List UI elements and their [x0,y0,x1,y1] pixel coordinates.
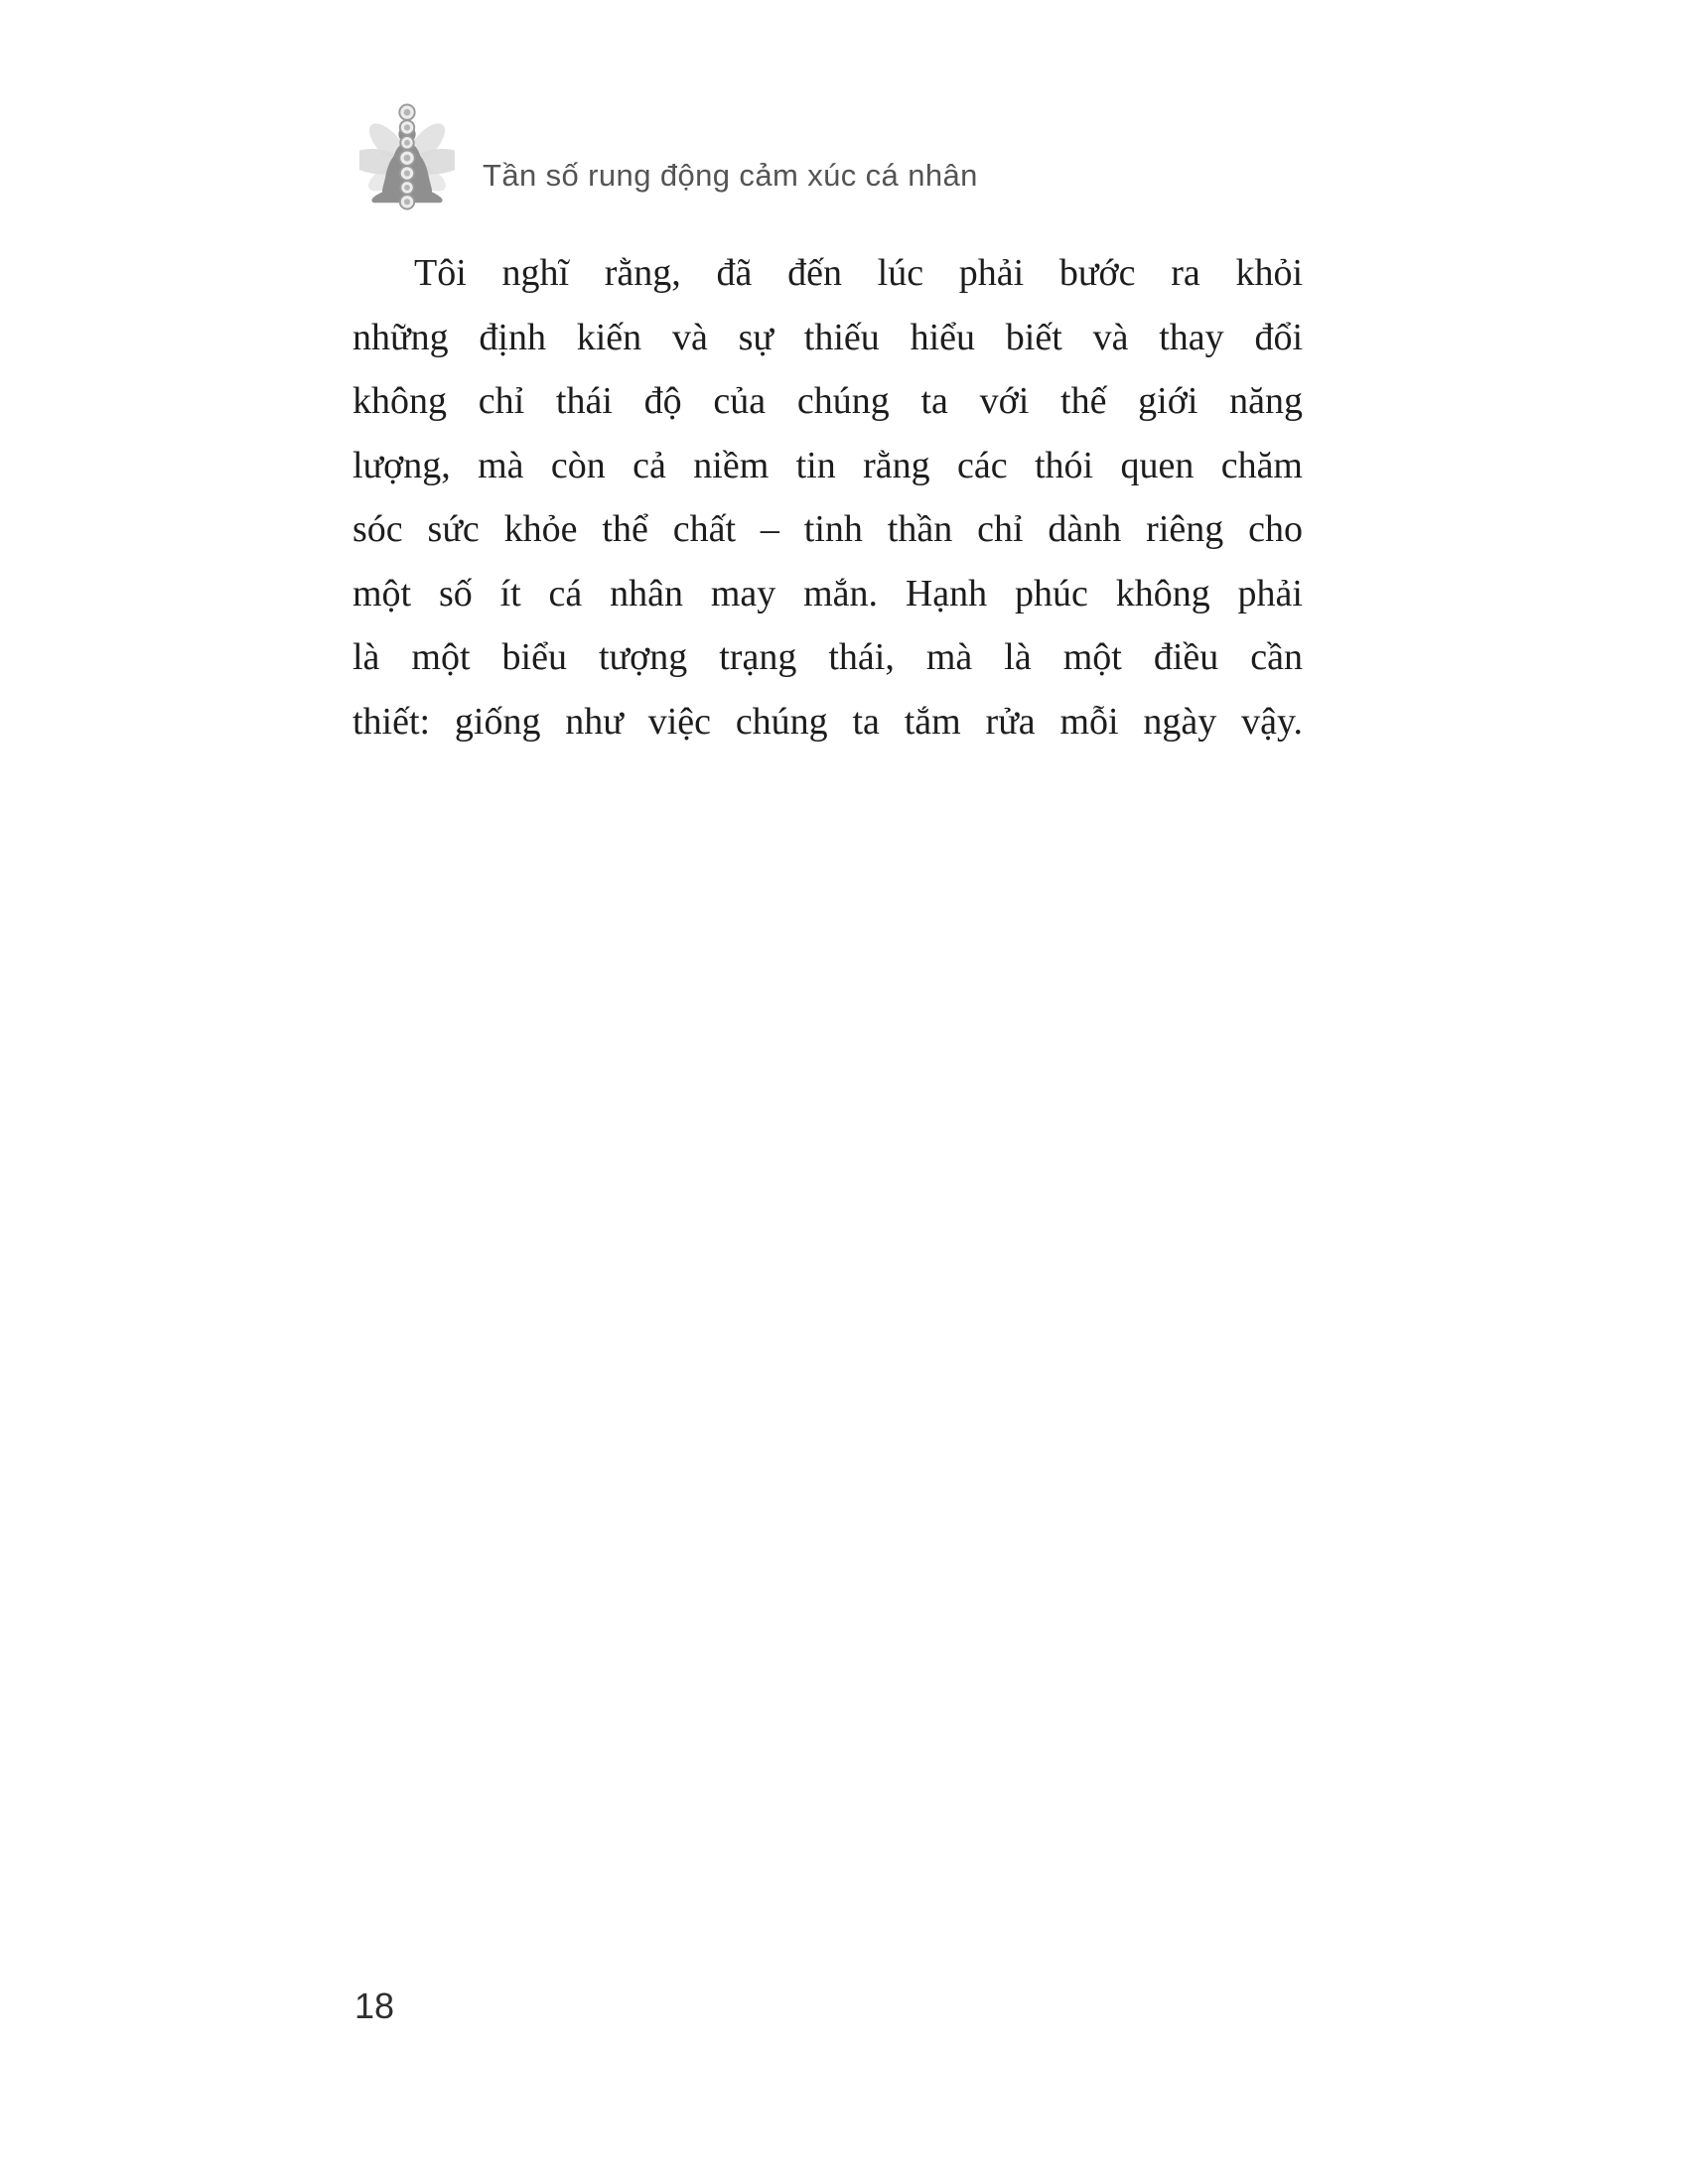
chakra-meditation-logo-icon [359,99,455,224]
paragraph-line: lượng, mà còn cả niềm tin rằng các thói quen chăm [352,444,1303,486]
page-header [359,99,978,224]
paragraph-line: thiết: giống như việc chúng ta tắm rửa mỗi ngày vậy. [352,700,1303,743]
paragraph-line: sóc sức khỏe thể chất – tinh thần chỉ dành riêng cho [352,508,1303,550]
body-paragraph [352,241,1303,753]
running-header-title: Tần số rung động cảm xúc cá nhân [483,158,978,193]
paragraph-line: Tôi nghĩ rằng, đã đến lúc phải bước ra khỏi [414,252,1303,294]
paragraph-line: là một biểu tượng trạng thái, mà là một điều cần [352,636,1303,678]
page-number: 18 [354,1985,395,2026]
paragraph-line: những định kiến và sự thiếu hiểu biết và thay đổi [352,316,1303,358]
paragraph-line: không chỉ thái độ của chúng ta với thế giới năng [352,380,1303,422]
paragraph-line: một số ít cá nhân may mắn. Hạnh phúc không phải [352,572,1303,614]
